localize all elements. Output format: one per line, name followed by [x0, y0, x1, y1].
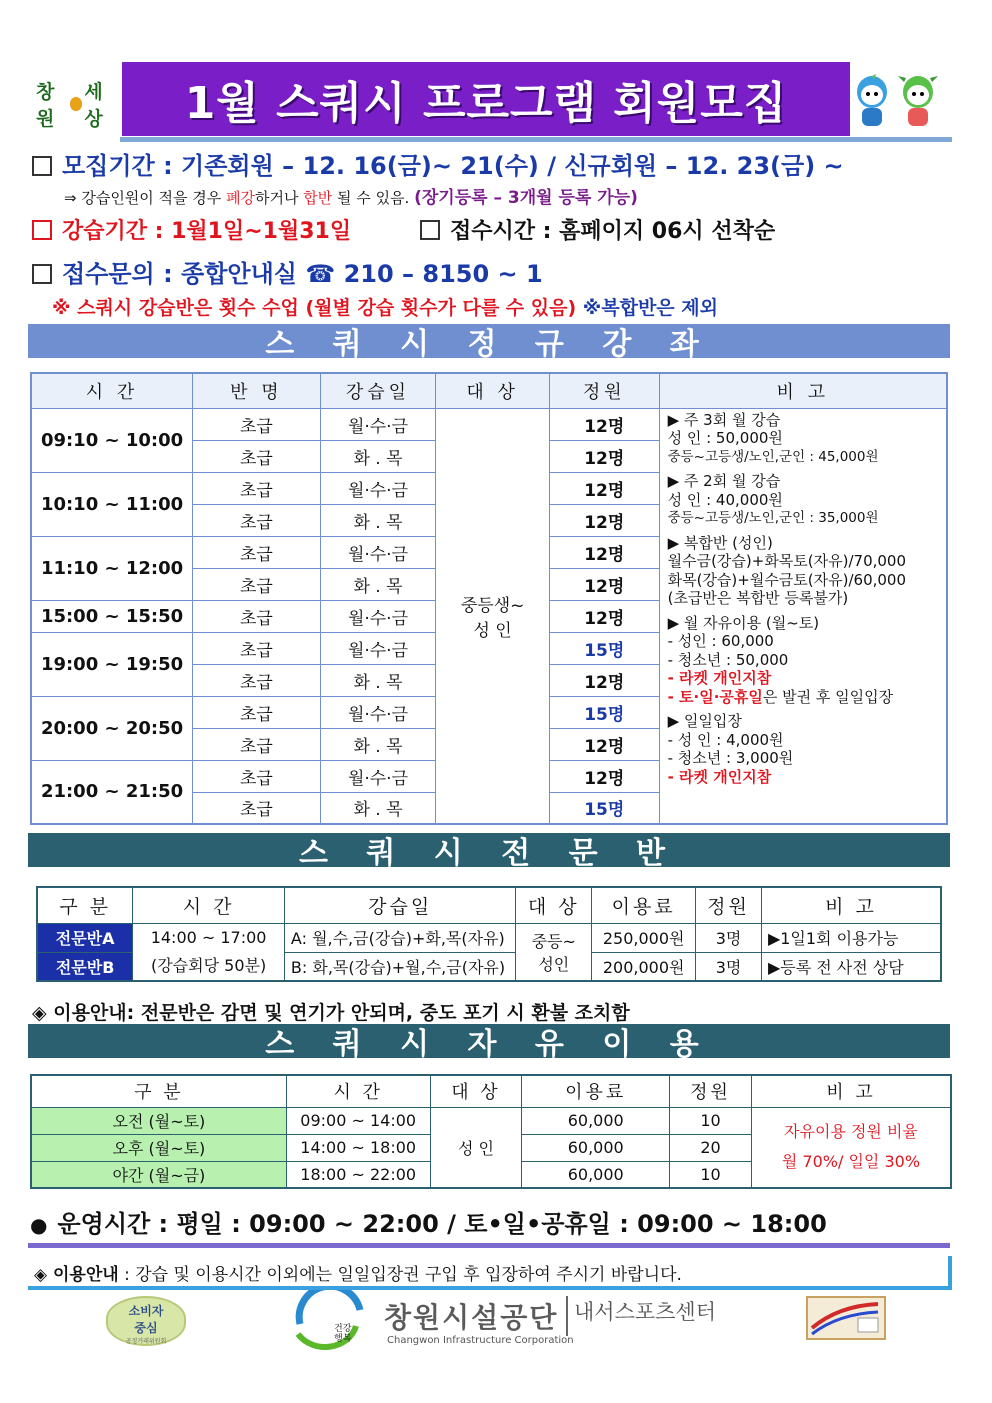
- column-header: 시 간: [133, 887, 285, 923]
- column-header: 강습일: [284, 887, 515, 923]
- regular-notes: [659, 408, 947, 824]
- class-days: 월·수·금: [320, 696, 436, 728]
- class-level: 초급: [193, 408, 321, 440]
- class-time: 19:00 ~ 19:50: [31, 632, 193, 696]
- free-slot-time: 14:00 ~ 18:00: [286, 1134, 430, 1161]
- column-header: 비 고: [659, 373, 947, 408]
- column-header: 강습일: [320, 373, 436, 408]
- pro-section-title: 스 쿼 시 전 문 반: [28, 833, 950, 867]
- column-header: 정원: [696, 887, 762, 923]
- consumer-centered-logo: 소비자 중심 공정거래위원회: [106, 1296, 186, 1346]
- pro-notice: ◈ 이용안내: 전문반은 감면 및 연기가 안되며, 중도 포기 시 환불 조치함: [32, 1002, 630, 1024]
- class-capacity: 15명: [549, 792, 659, 824]
- pro-b-fee: 200,000원: [592, 952, 696, 981]
- class-days: 월·수·금: [320, 536, 436, 568]
- lesson-period: 강습기간 : 1월1일~1월31일: [32, 214, 351, 245]
- class-days: 월·수·금: [320, 408, 436, 440]
- class-capacity: 12명: [549, 408, 659, 440]
- changwon-infra-emblem-icon: [290, 1290, 370, 1350]
- class-level: 초급: [193, 472, 321, 504]
- free-slot-time: 18:00 ~ 22:00: [286, 1161, 430, 1188]
- table-row: [31, 408, 947, 440]
- pro-class-b: 전문반B: [37, 952, 133, 981]
- org-name: 창원시설공단: [384, 1301, 559, 1334]
- class-capacity: 12명: [549, 440, 659, 472]
- lesson-notice: ※ 스쿼시 강습반은 횟수 수업 (월별 강습 횟수가 다를 수 있음) ※복합반은 제외: [52, 297, 718, 319]
- table-row: [31, 1107, 951, 1134]
- divider: [28, 1243, 950, 1248]
- note-line: 성 인 : 40,000원: [667, 490, 783, 509]
- note-line: - 청소년 : 50,000: [667, 650, 789, 669]
- pro-note-a: ▶1일1회 이용가능: [761, 923, 941, 952]
- page-title: 1월 스쿼시 프로그램 회원모집: [122, 62, 850, 136]
- class-level: 초급: [193, 664, 321, 696]
- class-time: 10:10 ~ 11:00: [31, 472, 193, 536]
- class-level: 초급: [193, 696, 321, 728]
- class-time: 11:10 ~ 12:00: [31, 536, 193, 600]
- checkbox-icon: [32, 156, 52, 176]
- free-slot-capacity: 10: [670, 1107, 752, 1134]
- free-slot-fee: 60,000: [522, 1134, 670, 1161]
- certificate-icon: [808, 1298, 884, 1338]
- free-slot-fee: 60,000: [522, 1161, 670, 1188]
- class-capacity: 12명: [549, 728, 659, 760]
- class-days: 화 . 목: [320, 664, 436, 696]
- class-days: 월·수·금: [320, 632, 436, 664]
- free-note: 자유이용 정원 비율 월 70%/ 일일 30%: [751, 1107, 951, 1188]
- class-capacity: 12명: [549, 568, 659, 600]
- free-table: [30, 1074, 952, 1189]
- pro-a-fee: 250,000원: [592, 923, 696, 952]
- note-line: ▶ 일일입장: [667, 712, 742, 730]
- class-time: 21:00 ~ 21:50: [31, 760, 193, 824]
- note-line: 중등~고등생/노인,군인 : 35,000원: [667, 510, 879, 526]
- column-header: 정원: [670, 1075, 752, 1107]
- reception-time: 접수시간 : 홈페이지 06시 선착순: [420, 214, 775, 245]
- note-line: - 라켓 개인지참: [667, 767, 772, 786]
- column-header: 비 고: [751, 1075, 951, 1107]
- pro-a-capacity: 3명: [696, 923, 762, 952]
- class-capacity: 12명: [549, 760, 659, 792]
- class-level: 초급: [193, 600, 321, 632]
- column-header: 반 명: [193, 373, 321, 408]
- column-header: 이용료: [522, 1075, 670, 1107]
- note-line: - 토·일·공휴일은 발권 후 일일입장: [667, 687, 894, 706]
- class-time: 20:00 ~ 20:50: [31, 696, 193, 760]
- mascot-blue-icon: [852, 74, 892, 130]
- recruit-period: 모집기간 : 기존회원 – 12. 16(금)~ 21(수) / 신규회원 – 12. 23(금) ~: [32, 146, 844, 181]
- regular-section-title: 스 쿼 시 정 규 강 좌: [28, 324, 950, 358]
- class-capacity: 12명: [549, 664, 659, 696]
- sun-icon: [70, 97, 83, 111]
- changwon-world-logo: 창원 세상: [36, 81, 102, 130]
- class-level: 초급: [193, 728, 321, 760]
- column-header: 이용료: [592, 887, 696, 923]
- certification-mark: [806, 1296, 886, 1340]
- note-line: ▶ 주 2회 월 강습: [667, 472, 781, 490]
- class-time: 09:10 ~ 10:00: [31, 408, 193, 472]
- pro-note-b: ▶등록 전 사전 상담: [761, 952, 941, 981]
- class-days: 월·수·금: [320, 472, 436, 504]
- pro-class-a: 전문반A: [37, 923, 133, 952]
- class-days: 월·수·금: [320, 600, 436, 632]
- mascot-images: [852, 74, 962, 134]
- class-time: 15:00 ~ 15:50: [31, 600, 193, 632]
- column-header: 시 간: [31, 373, 193, 408]
- emblem-slogan: 건강 행복: [334, 1324, 352, 1344]
- pro-a-days: A: 월,수,금(강습)+화,목(자유): [284, 923, 515, 952]
- free-target: 성 인: [430, 1107, 522, 1188]
- class-capacity: 12명: [549, 600, 659, 632]
- checkbox-icon: [420, 220, 440, 240]
- class-level: 초급: [193, 632, 321, 664]
- note-line: - 라켓 개인지참: [667, 669, 772, 687]
- note-line: 중등~고등생/노인,군인 : 45,000원: [667, 448, 879, 465]
- class-capacity: 12명: [549, 472, 659, 504]
- note-line: ▶ 월 자유이용 (월~토): [667, 613, 820, 632]
- note-line: - 성인 : 60,000: [667, 632, 774, 650]
- usage-guide: ◈ 이용안내 : 강습 및 이용시간 이외에는 일일입장권 구입 후 입장하여 주시기 바랍니다.: [28, 1256, 952, 1290]
- column-header: 대 상: [430, 1075, 522, 1107]
- column-header: 구 분: [37, 887, 133, 923]
- bullet-icon: ●: [30, 1213, 48, 1237]
- class-target: 중등생~ 성 인: [436, 408, 550, 824]
- title-underline: [120, 137, 952, 142]
- class-level: 초급: [193, 440, 321, 472]
- column-header: 대 상: [516, 887, 592, 923]
- class-capacity: 15명: [549, 696, 659, 728]
- column-header: 대 상: [436, 373, 550, 408]
- free-section-title: 스 쿼 시 자 유 이 용: [28, 1024, 950, 1058]
- note-line: (초급반은 복합반 등록불가): [667, 589, 849, 607]
- pro-target: 중등~ 성인: [516, 923, 592, 981]
- note-line: 화목(강습)+월수금토(자유)/60,000: [667, 570, 907, 589]
- note-line: 월수금(강습)+화목토(자유)/70,000: [667, 552, 907, 570]
- column-header: 시 간: [286, 1075, 430, 1107]
- free-slot-time: 09:00 ~ 14:00: [286, 1107, 430, 1134]
- class-level: 초급: [193, 760, 321, 792]
- pro-b-capacity: 3명: [696, 952, 762, 981]
- regular-table: [30, 372, 948, 825]
- inquiry: 접수문의 : 종합안내실 ☎ 210 – 8150 ~ 1: [32, 254, 543, 289]
- class-capacity: 12명: [549, 536, 659, 568]
- pro-time: 14:00 ~ 17:00 (강습회당 50분): [133, 923, 285, 981]
- note-line: - 청소년 : 3,000원: [667, 749, 794, 767]
- pro-b-days: B: 화,목(강습)+월,수,금(자유): [284, 952, 515, 981]
- center-name: 내서스포츠센터: [566, 1296, 716, 1336]
- note-line: ▶ 복합반 (성인): [667, 533, 773, 552]
- class-level: 초급: [193, 568, 321, 600]
- free-slot-fee: 60,000: [522, 1107, 670, 1134]
- phone-icon: ☎: [305, 260, 336, 288]
- note-line: - 성 인 : 4,000원: [667, 730, 784, 749]
- free-slot-capacity: 20: [670, 1134, 752, 1161]
- free-slot-capacity: 10: [670, 1161, 752, 1188]
- org-name-english: Changwon Infrastructure Corporation: [387, 1335, 574, 1346]
- class-level: 초급: [193, 504, 321, 536]
- class-days: 화 . 목: [320, 728, 436, 760]
- mascot-green-icon: [898, 74, 938, 130]
- column-header: 비 고: [761, 887, 941, 923]
- operating-hours: ● 운영시간 : 평일 : 09:00 ~ 22:00 / 토•일•공휴일 : 09:00 ~ 18:00: [30, 1210, 827, 1238]
- free-slot-name: 야간 (월~금): [31, 1161, 286, 1188]
- class-level: 초급: [193, 536, 321, 568]
- class-level: 초급: [193, 792, 321, 824]
- column-header: 정원: [549, 373, 659, 408]
- free-slot-name: 오전 (월~토): [31, 1107, 286, 1134]
- note-line: ▶ 주 3회 월 강습: [667, 410, 781, 429]
- class-capacity: 15명: [549, 632, 659, 664]
- checkbox-icon: [32, 220, 52, 240]
- checkbox-icon: [32, 264, 52, 284]
- class-days: 화 . 목: [320, 504, 436, 536]
- pro-table: [36, 886, 942, 982]
- class-days: 화 . 목: [320, 568, 436, 600]
- class-days: 화 . 목: [320, 440, 436, 472]
- class-days: 화 . 목: [320, 792, 436, 824]
- class-capacity: 12명: [549, 504, 659, 536]
- column-header: 구 분: [31, 1075, 286, 1107]
- recruit-note: ⇒ 강습인원이 적을 경우 폐강하거나 합반 될 수 있음. (장기등록 – 3개월 등록 가능): [64, 188, 638, 208]
- note-line: 성 인 : 50,000원: [667, 429, 783, 447]
- free-slot-name: 오후 (월~토): [31, 1134, 286, 1161]
- class-days: 월·수·금: [320, 760, 436, 792]
